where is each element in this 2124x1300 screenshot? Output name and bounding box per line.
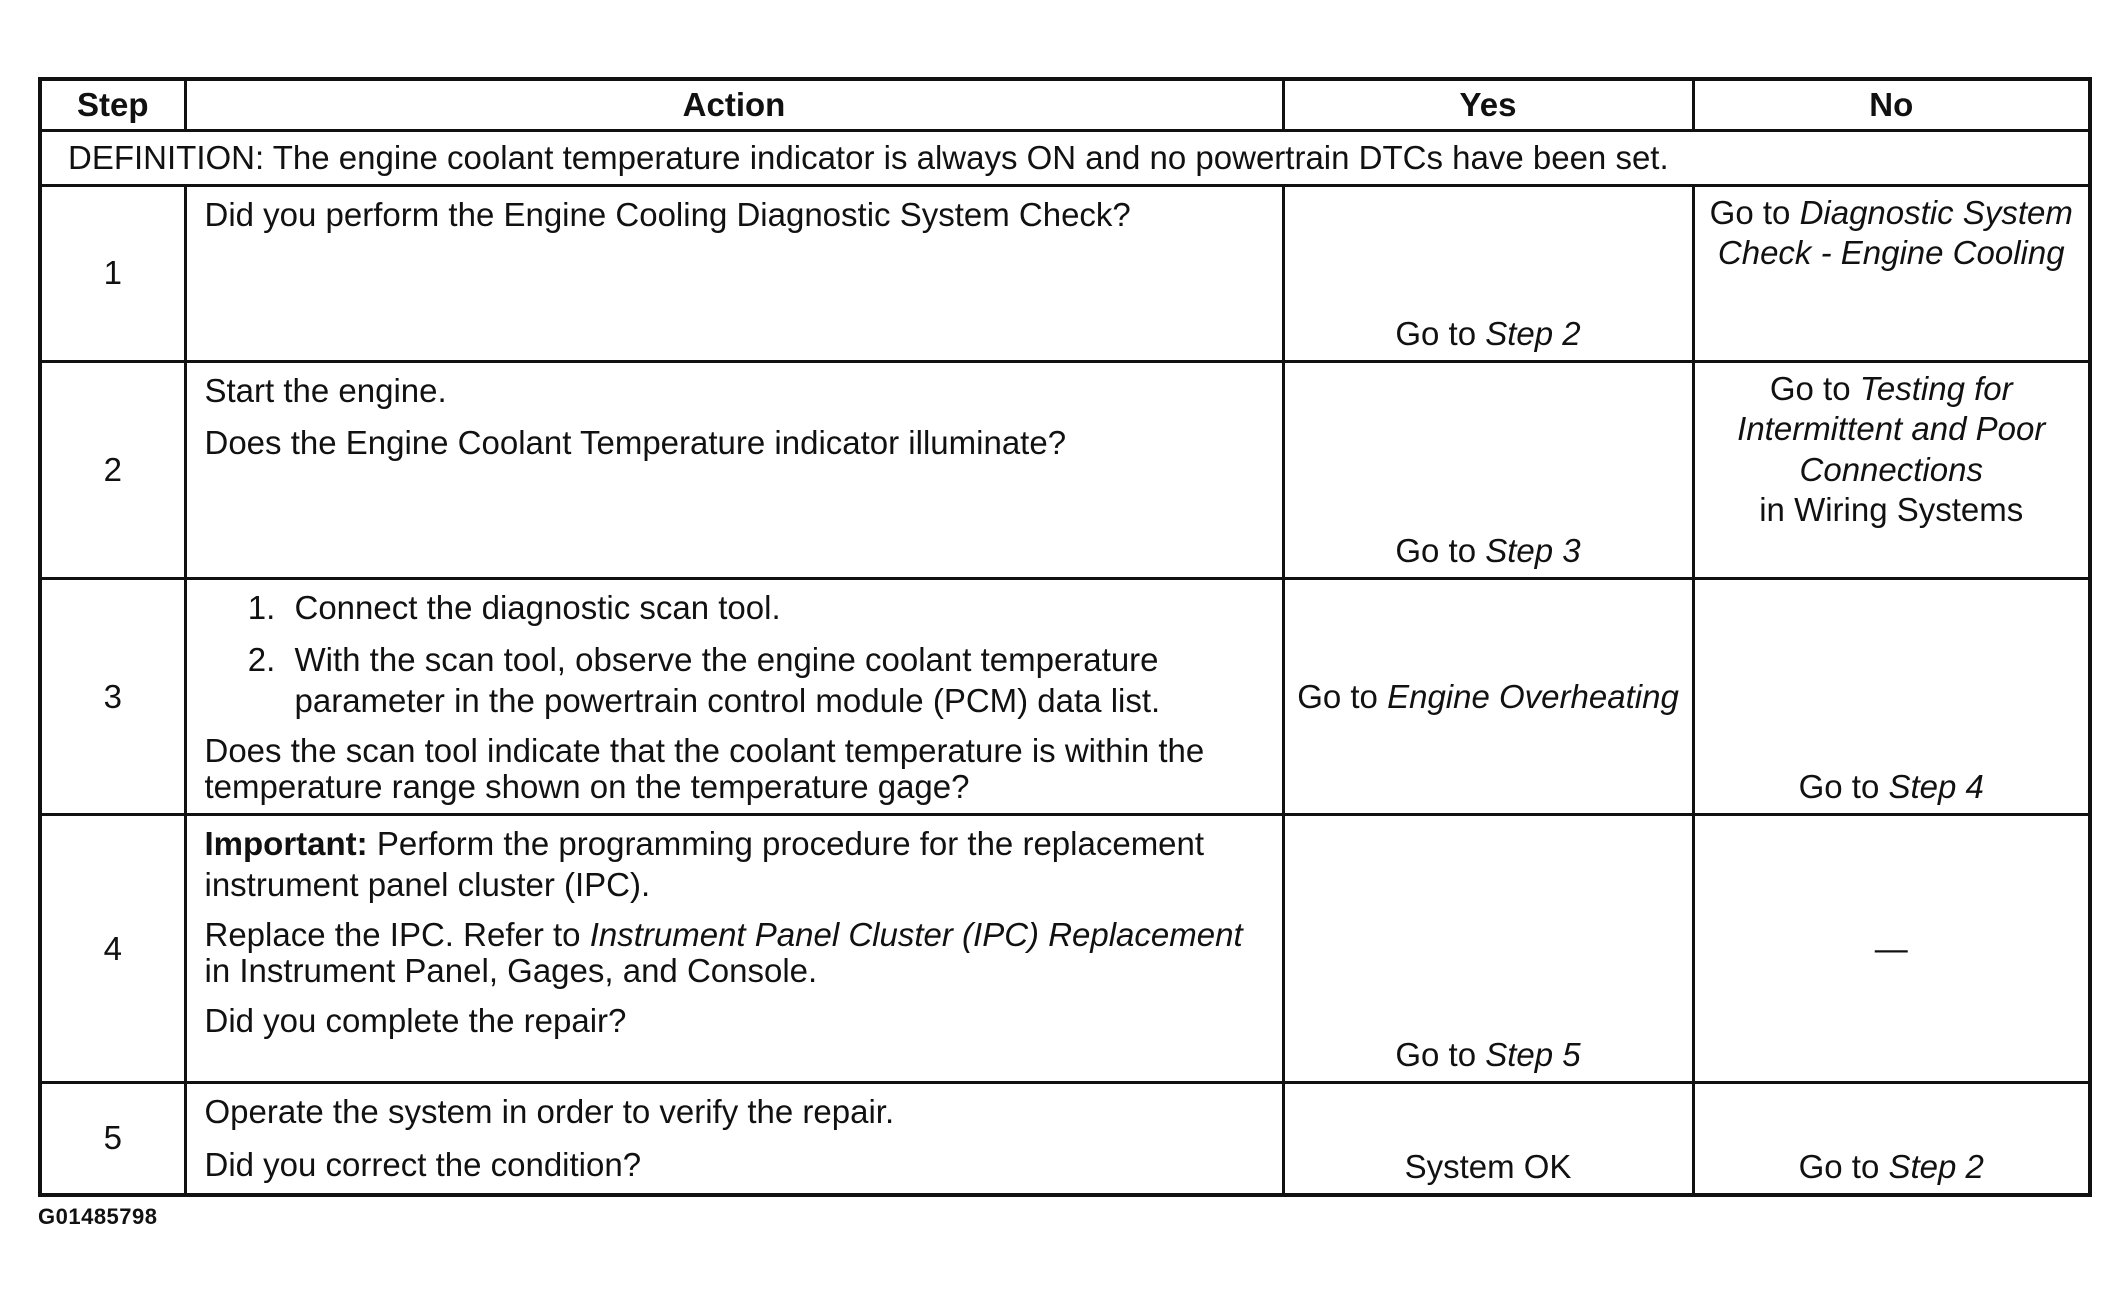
header-action: Action [185,79,1283,131]
action-cell [185,1083,1283,1195]
list-item: 1. Connect the diagnostic scan tool. [285,588,1260,628]
yes-prefix: Go to [1395,1036,1477,1074]
diagnostic-table [38,77,2092,1197]
definition-row [40,131,2090,186]
important-note [205,824,1260,905]
no-link[interactable]: Diagnostic System Check - Engine Cooling [1717,194,2073,272]
action-question: Did you correct the condition? [204,1145,642,1183]
action-cell [185,362,1283,579]
action-text: Did you perform the Engine Cooling Diagnostic System Check? [204,196,1131,233]
action-question: Did you complete the repair? [204,1002,627,1040]
action-question: Does the Engine Coolant Temperature indicator illuminate? [204,424,1067,462]
important-text: Perform the programming procedure for the replacement instrument panel cluster (IPC). [204,825,1205,903]
no-dash: — [1693,815,2090,1083]
table-row [40,815,2090,1083]
step-number: 3 [40,579,185,815]
no-link[interactable]: Step 4 [1888,768,1984,806]
no-prefix: Go to [1769,370,1851,407]
yes-cell [1283,362,1693,579]
action-text: Start the engine. [204,372,447,409]
no-prefix: Go to [1709,194,1791,231]
table-row [40,186,2090,362]
yes-cell [1283,579,1693,815]
action-question: Does the scan tool indicate that the coolant temperature is within the temperature range shown on the temperature gage? [204,731,1205,806]
action-cell [185,186,1283,362]
action-list [205,588,1260,721]
action-cell [185,579,1283,815]
important-label: Important: [204,825,368,863]
table-row [40,1083,2090,1195]
figure-id: G01485798 [38,1204,158,1229]
action-cell [185,815,1283,1083]
no-prefix: Go to [1798,768,1880,806]
yes-prefix: Go to [1395,531,1477,569]
no-link[interactable]: Testing for Intermittent and Poor Connections [1737,370,2046,488]
yes-cell [1283,186,1693,362]
yes-cell [1283,815,1693,1083]
step-number: 5 [40,1083,185,1195]
table-row [40,362,2090,579]
step-number: 4 [40,815,185,1083]
yes-prefix: Go to [1395,314,1477,352]
yes-cell: System OK [1283,1083,1693,1195]
no-cell [1693,186,2090,362]
no-cell [1693,1083,2090,1195]
no-prefix: Go to [1798,1147,1880,1185]
list-item: 2. With the scan tool, observe the engine coolant temperature parameter in the powertrain control module (PCM) data list. [285,640,1260,721]
definition-text: DEFINITION: The engine coolant temperature indicator is always ON and no powertrain DTCs have been set. [40,131,2090,186]
action-text: Operate the system in order to verify the repair. [204,1093,895,1131]
no-link[interactable]: Step 2 [1888,1147,1984,1185]
no-suffix: in Wiring Systems [1759,490,2024,528]
replace-link[interactable]: Instrument Panel Cluster (IPC) Replacement [589,915,1243,953]
step-number: 1 [40,186,185,362]
header-step: Step [40,79,185,131]
replace-suffix: in Instrument Panel, Gages, and Console. [204,952,818,990]
header-yes: Yes [1283,79,1693,131]
header-no: No [1693,79,2090,131]
table-row [40,579,2090,815]
replace-prefix: Replace the IPC. Refer to [204,915,581,953]
replace-instruction [205,917,1260,990]
header-row [40,79,2090,131]
step-number: 2 [40,362,185,579]
yes-link[interactable]: Step 3 [1485,531,1581,569]
yes-prefix: Go to [1297,677,1378,715]
no-cell [1693,362,2090,579]
no-cell [1693,579,2090,815]
yes-link[interactable]: Engine Overheating [1387,677,1679,715]
yes-link[interactable]: Step 5 [1485,1036,1581,1074]
yes-link[interactable]: Step 2 [1485,314,1581,352]
